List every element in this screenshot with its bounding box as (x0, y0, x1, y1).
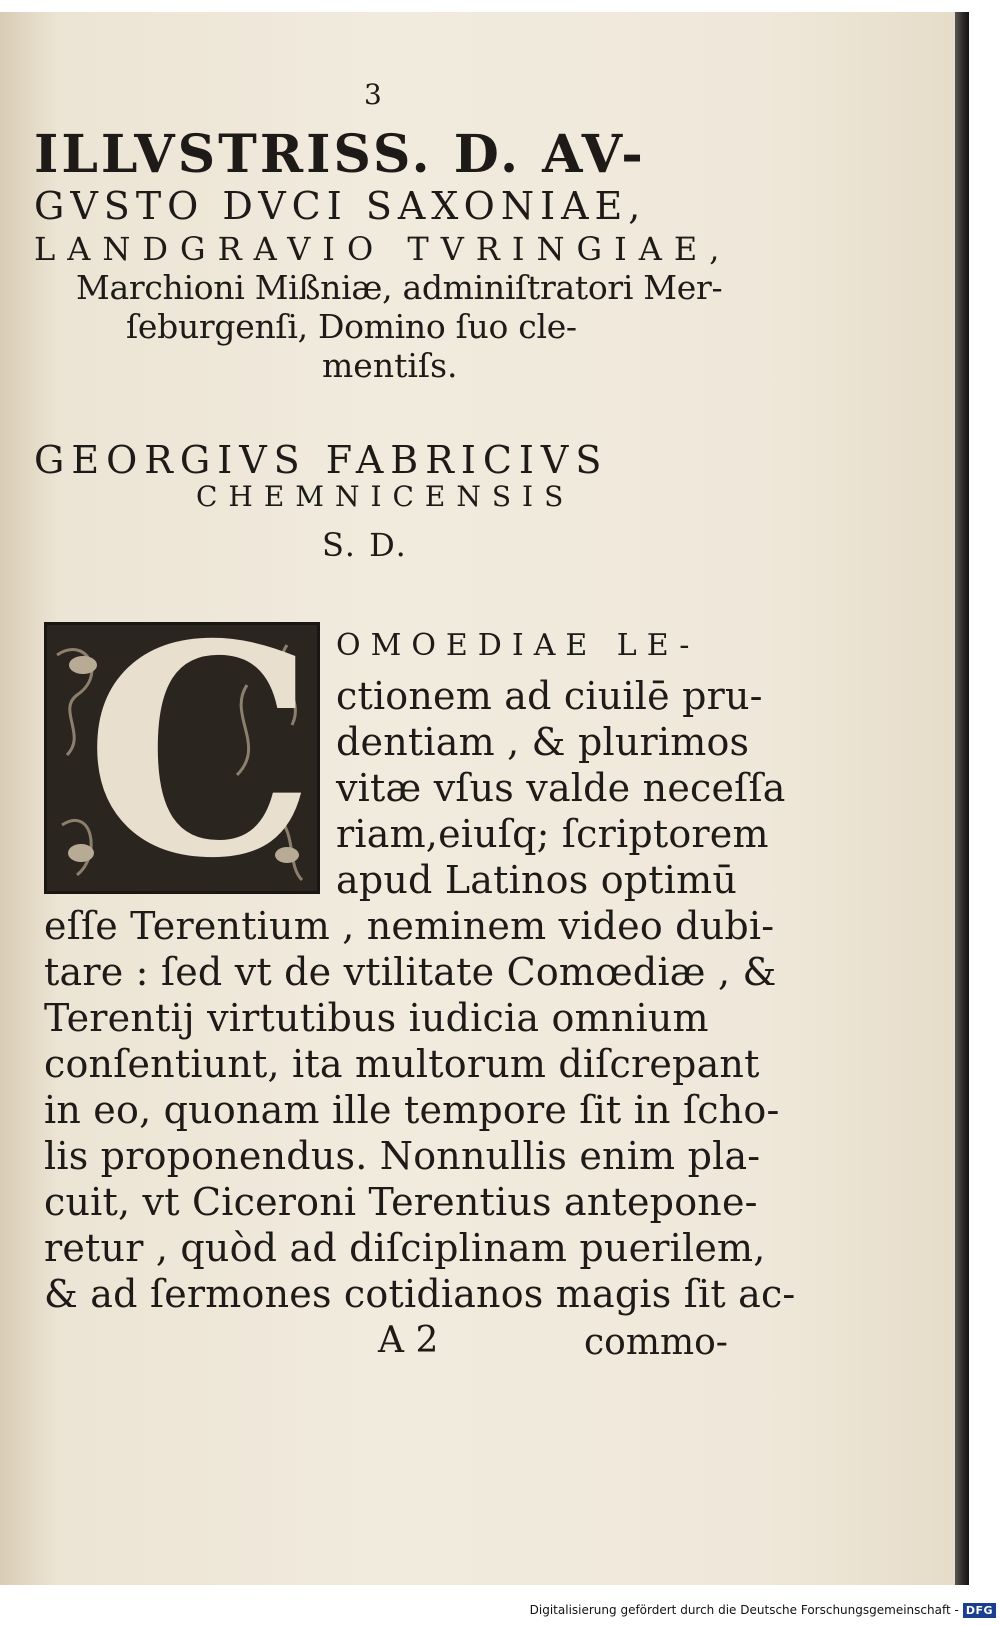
page-edge-shadow (955, 12, 969, 1585)
digitization-footer (530, 1599, 996, 1621)
signature-mark: A 2 (378, 1320, 439, 1361)
catchword: commo- (584, 1322, 728, 1363)
body-line-8: tare : ſed vt de vtilitate Comœdiæ , & (44, 950, 777, 994)
body-line-9: Terentij virtutibus iudicia omnium (44, 996, 709, 1040)
body-line-4: vitæ vſus valde neceſſa (336, 766, 786, 810)
body-line-5: riam,eiuſq; ſcriptorem (336, 812, 769, 856)
body-line-11: in eo, quonam ille tempore ſit in ſcho- (44, 1088, 780, 1132)
body-line-13: cuit, vt Ciceroni Terentius antepone- (44, 1180, 758, 1224)
salutation: S. D. (322, 526, 408, 564)
heading-line-5: ſeburgenſi, Domino ſuo cle- (126, 307, 577, 346)
page-number: 3 (364, 78, 382, 111)
body-line-15: & ad ſermones cotidianos magis ſit ac- (44, 1272, 796, 1316)
initial-letter: C (85, 622, 316, 894)
body-line-1: OMOEDIAE LE- (336, 628, 700, 663)
author-name: GEORGIVS FABRICIVS (34, 438, 609, 482)
body-line-6: apud Latinos optimū (336, 858, 738, 902)
footer-text: Digitalisierung gefördert durch die Deutsche Forschungsgemeinschaft - (529, 1603, 959, 1617)
heading-line-1: ILLVSTRISS. D. AV- (34, 124, 646, 185)
body-line-10: conſentiunt, ita multorum diſcrepant (44, 1042, 760, 1086)
body-line-7: eſſe Terentium , neminem video dubi- (44, 904, 775, 948)
decorated-initial (44, 622, 320, 894)
body-line-12: lis proponendus. Nonnullis enim pla- (44, 1134, 761, 1178)
author-origin: CHEMNICENSIS (196, 480, 575, 513)
body-line-2: ctionem ad ciuilē pru- (336, 674, 763, 718)
body-line-14: retur , quòd ad diſciplinam puerilem, (44, 1226, 766, 1270)
heading-line-6: mentiſs. (322, 346, 458, 385)
body-line-3: dentiam , & plurimos (336, 720, 750, 764)
heading-line-4: Marchioni Mißniæ, adminiſtratori Mer- (76, 268, 723, 307)
dfg-logo: DFG (963, 1603, 996, 1618)
heading-line-3: LANDGRAVIO TVRINGIAE, (34, 230, 732, 268)
heading-line-2: GVSTO DVCI SAXONIAE, (34, 184, 647, 228)
